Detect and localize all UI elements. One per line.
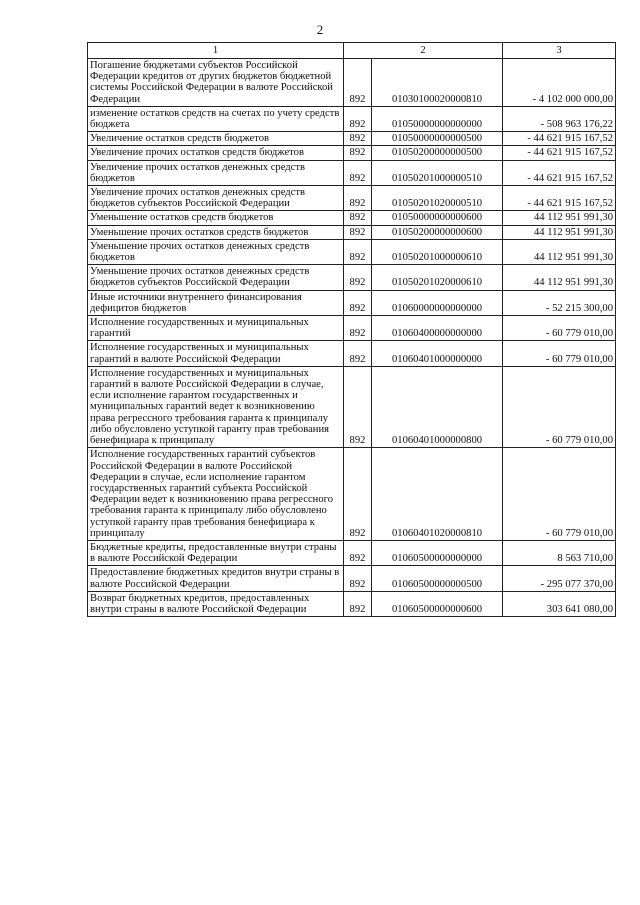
row-description: Уменьшение прочих остатков средств бюджетов [88, 225, 344, 239]
row-amount: - 44 621 915 167,52 [503, 160, 616, 185]
row-description: Исполнение государственных и муниципальных гарантий в валюте Российской Федерации [88, 341, 344, 366]
row-admin-code: 892 [344, 146, 372, 160]
row-budget-code: 01060400000000000 [372, 316, 503, 341]
row-budget-code: 01050201020000610 [372, 265, 503, 290]
row-admin-code: 892 [344, 540, 372, 565]
row-admin-code: 892 [344, 265, 372, 290]
row-budget-code: 01050000000000600 [372, 211, 503, 225]
row-admin-code: 892 [344, 225, 372, 239]
budget-sources-table [87, 42, 616, 617]
row-budget-code: 01060500000000600 [372, 591, 503, 616]
row-description: Исполнение государственных и муниципальных гарантий в валюте Российской Федерации в случае, если исполнение гарантом государственных и муниципальных гарантий ведет к возникновению права регрессного требования гаранта к принципалу либо обусловлено уступкой гаранту прав требования бенефициара к принципалу [88, 366, 344, 447]
row-budget-code: 01030100020000810 [372, 59, 503, 107]
row-budget-code: 01050201000000510 [372, 160, 503, 185]
row-budget-code: 01050201020000510 [372, 186, 503, 211]
row-description: Исполнение государственных и муниципальных гарантий [88, 316, 344, 341]
row-amount: - 295 077 370,00 [503, 566, 616, 591]
table-row [88, 160, 616, 185]
row-description: Бюджетные кредиты, предоставленные внутри страны в валюте Российской Федерации [88, 540, 344, 565]
table-row [88, 566, 616, 591]
table-header-row [88, 43, 616, 59]
row-amount: - 44 621 915 167,52 [503, 146, 616, 160]
row-description: Уменьшение остатков средств бюджетов [88, 211, 344, 225]
row-description: Увеличение прочих остатков денежных средств бюджетов субъектов Российской Федерации [88, 186, 344, 211]
header-col-3: 3 [503, 43, 616, 59]
row-admin-code: 892 [344, 448, 372, 541]
row-amount: - 508 963 176,22 [503, 106, 616, 131]
table-row [88, 225, 616, 239]
header-col-2: 2 [344, 43, 503, 59]
table-row [88, 239, 616, 264]
row-budget-code: 01060401020000810 [372, 448, 503, 541]
row-amount: - 52 215 300,00 [503, 290, 616, 315]
row-admin-code: 892 [344, 290, 372, 315]
table-row [88, 290, 616, 315]
row-budget-code: 01060000000000000 [372, 290, 503, 315]
table-row [88, 591, 616, 616]
row-amount: - 44 621 915 167,52 [503, 186, 616, 211]
row-amount: 44 112 951 991,30 [503, 239, 616, 264]
row-budget-code: 01050201000000610 [372, 239, 503, 264]
row-description: Предоставление бюджетных кредитов внутри страны в валюте Российской Федерации [88, 566, 344, 591]
row-description: Уменьшение прочих остатков денежных средств бюджетов субъектов Российской Федерации [88, 265, 344, 290]
table-row [88, 448, 616, 541]
row-amount: - 44 621 915 167,52 [503, 132, 616, 146]
row-description: Увеличение остатков средств бюджетов [88, 132, 344, 146]
row-amount: 303 641 080,00 [503, 591, 616, 616]
table-row [88, 366, 616, 447]
row-budget-code: 01060500000000000 [372, 540, 503, 565]
row-amount: - 60 779 010,00 [503, 366, 616, 447]
row-amount: - 4 102 000 000,00 [503, 59, 616, 107]
table-body [88, 59, 616, 617]
table-row [88, 265, 616, 290]
row-amount: 8 563 710,00 [503, 540, 616, 565]
row-budget-code: 01060401000000800 [372, 366, 503, 447]
row-budget-code: 01060401000000000 [372, 341, 503, 366]
table-row [88, 316, 616, 341]
row-admin-code: 892 [344, 566, 372, 591]
table-row [88, 211, 616, 225]
row-amount: 44 112 951 991,30 [503, 265, 616, 290]
row-description: изменение остатков средств на счетах по учету средств бюджета [88, 106, 344, 131]
row-amount: - 60 779 010,00 [503, 448, 616, 541]
row-description: Возврат бюджетных кредитов, предоставленных внутри страны в валюте Российской Федерации [88, 591, 344, 616]
table-row [88, 106, 616, 131]
row-description: Уменьшение прочих остатков денежных средств бюджетов [88, 239, 344, 264]
row-description: Погашение бюджетами субъектов Российской Федерации кредитов от других бюджетов бюджетной системы Российской Федерации в валюте Российской Федерации [88, 59, 344, 107]
row-amount: - 60 779 010,00 [503, 316, 616, 341]
row-description: Исполнение государственных гарантий субъектов Российской Федерации в валюте Российской Федерации в случае, если исполнение гарантом государственных гарантий субъекта Российской Федерации ведет к возникновению права регрессного требования гаранта к принципалу либо обусловлено уступкой гаранту прав требования бенефициара к принципалу [88, 448, 344, 541]
row-admin-code: 892 [344, 106, 372, 131]
row-admin-code: 892 [344, 591, 372, 616]
table-row [88, 146, 616, 160]
row-budget-code: 01050000000000000 [372, 106, 503, 131]
row-budget-code: 01050000000000500 [372, 132, 503, 146]
row-admin-code: 892 [344, 341, 372, 366]
row-admin-code: 892 [344, 59, 372, 107]
row-description: Увеличение прочих остатков средств бюджетов [88, 146, 344, 160]
row-description: Иные источники внутреннего финансирования дефицитов бюджетов [88, 290, 344, 315]
table-row [88, 59, 616, 107]
row-admin-code: 892 [344, 366, 372, 447]
table-row [88, 186, 616, 211]
table-row [88, 540, 616, 565]
row-description: Увеличение прочих остатков денежных средств бюджетов [88, 160, 344, 185]
row-admin-code: 892 [344, 239, 372, 264]
row-amount: - 60 779 010,00 [503, 341, 616, 366]
row-admin-code: 892 [344, 160, 372, 185]
row-budget-code: 01060500000000500 [372, 566, 503, 591]
row-admin-code: 892 [344, 132, 372, 146]
header-col-1: 1 [88, 43, 344, 59]
row-admin-code: 892 [344, 186, 372, 211]
table-row [88, 132, 616, 146]
row-admin-code: 892 [344, 211, 372, 225]
row-budget-code: 01050200000000500 [372, 146, 503, 160]
row-admin-code: 892 [344, 316, 372, 341]
row-budget-code: 01050200000000600 [372, 225, 503, 239]
page-number: 2 [316, 22, 324, 37]
row-amount: 44 112 951 991,30 [503, 225, 616, 239]
row-amount: 44 112 951 991,30 [503, 211, 616, 225]
table-row [88, 341, 616, 366]
